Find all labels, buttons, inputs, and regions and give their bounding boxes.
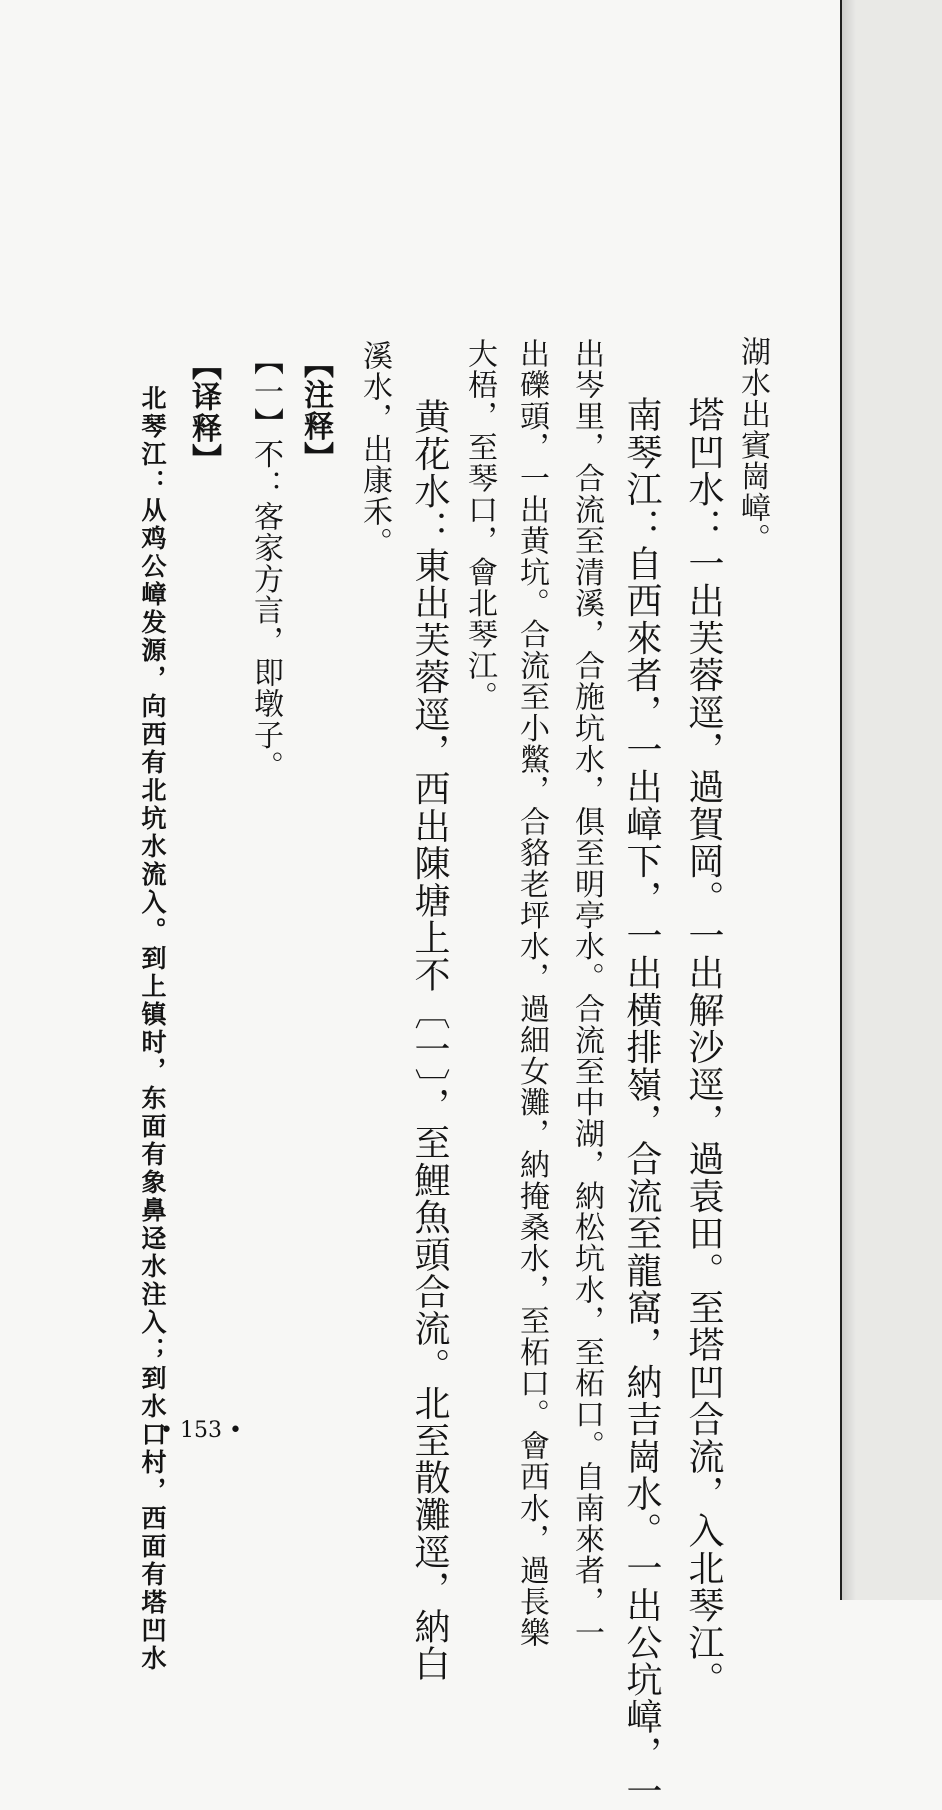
text-column-5: 出礫頭，一出黄坑。合流至小鱉，合貉老坪水，過細女灘，納掩桑水，至柘口。會西水，過長樂 bbox=[514, 338, 549, 1649]
text-column-6: 大梧，至琴口，會北琴江。 bbox=[462, 338, 497, 713]
notes-heading: 【注释】 bbox=[298, 348, 333, 473]
text-column-1: 湖水出賓崗嶂。 bbox=[735, 336, 770, 555]
text-column-7: 黄花水：東出芙蓉逕，西出陳塘上不〔一〕，至鯉魚頭合流。北至散灘逕，納白 bbox=[409, 398, 450, 1682]
translation-heading: 【译释】 bbox=[186, 350, 221, 475]
text-column-3: 南琴江：自西來者，一出嶂下，一出横排嶺，合流至龍窩，納吉崗水。一出公坑嶂，一 bbox=[621, 396, 662, 1810]
text-column-2: 塔凹水：一出芙蓉逕，過賀岡。一出解沙逕，過袁田。至塔凹合流，入北琴江。 bbox=[683, 396, 724, 1698]
text-column-8: 溪水，出康禾。 bbox=[357, 340, 392, 559]
page-number: • 153 • bbox=[160, 1418, 242, 1443]
spine-shadow bbox=[842, 0, 856, 1600]
translation-text: 北琴江：从鸡公嶂发源，向西有北坑水流入。到上镇时，东面有象鼻迳水注入；到水口村，西面有塔凹水 bbox=[138, 385, 167, 1673]
text-column-4: 出岑里，合流至清溪，合施坑水，俱至明亭水。合流至中湖，納松坑水，至柘口。自南來者，一 bbox=[569, 338, 604, 1649]
note-1: 【一】不：客家方言，即墩子。 bbox=[248, 345, 283, 782]
